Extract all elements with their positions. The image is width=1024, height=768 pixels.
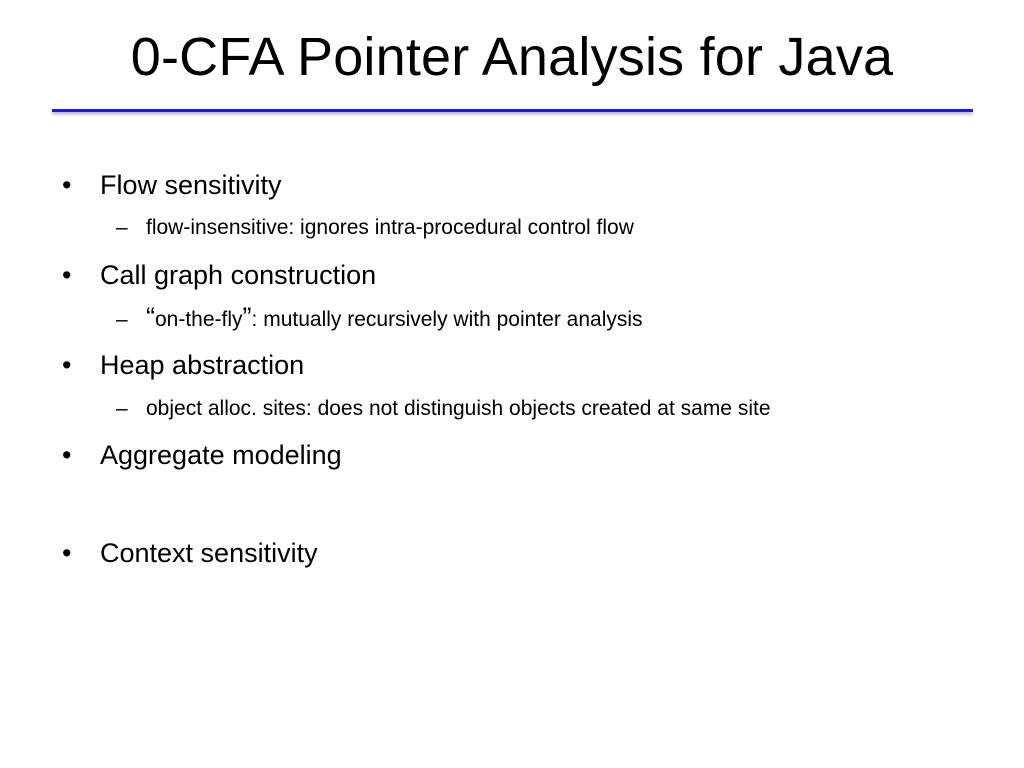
bullet-marker: •	[62, 350, 72, 380]
sub-rest: : mutually recursively with pointer analysis	[251, 308, 643, 331]
bullet-label-heap-abstraction: Heap abstraction	[100, 350, 305, 380]
bullet-label-context-sensitivity: Context sensitivity	[100, 538, 318, 568]
dash-marker: –	[116, 308, 128, 331]
bullet-marker: •	[62, 440, 72, 470]
bullet-marker: •	[62, 538, 72, 568]
bullet-label-call-graph: Call graph construction	[100, 260, 377, 290]
quoted-term: on-the-fly	[155, 308, 243, 331]
dash-marker: –	[116, 216, 128, 239]
sub-label-alloc-sites: object alloc. sites: does not distinguish objects created at same site	[146, 397, 771, 420]
bullet-label-aggregate-modeling: Aggregate modeling	[100, 440, 342, 470]
close-quote: ”	[242, 302, 252, 332]
sub-label-on-the-fly	[146, 302, 643, 335]
slide-title: 0-CFA Pointer Analysis for Java	[130, 27, 894, 87]
dash-marker: –	[116, 397, 128, 420]
open-quote: “	[146, 302, 155, 332]
bullet-marker: •	[62, 260, 72, 290]
sub-label-flow-insensitive: flow-insensitive: ignores intra-procedural control flow	[146, 216, 634, 239]
bullet-marker: •	[62, 170, 72, 200]
bullet-label-flow-sensitivity: Flow sensitivity	[100, 170, 282, 200]
